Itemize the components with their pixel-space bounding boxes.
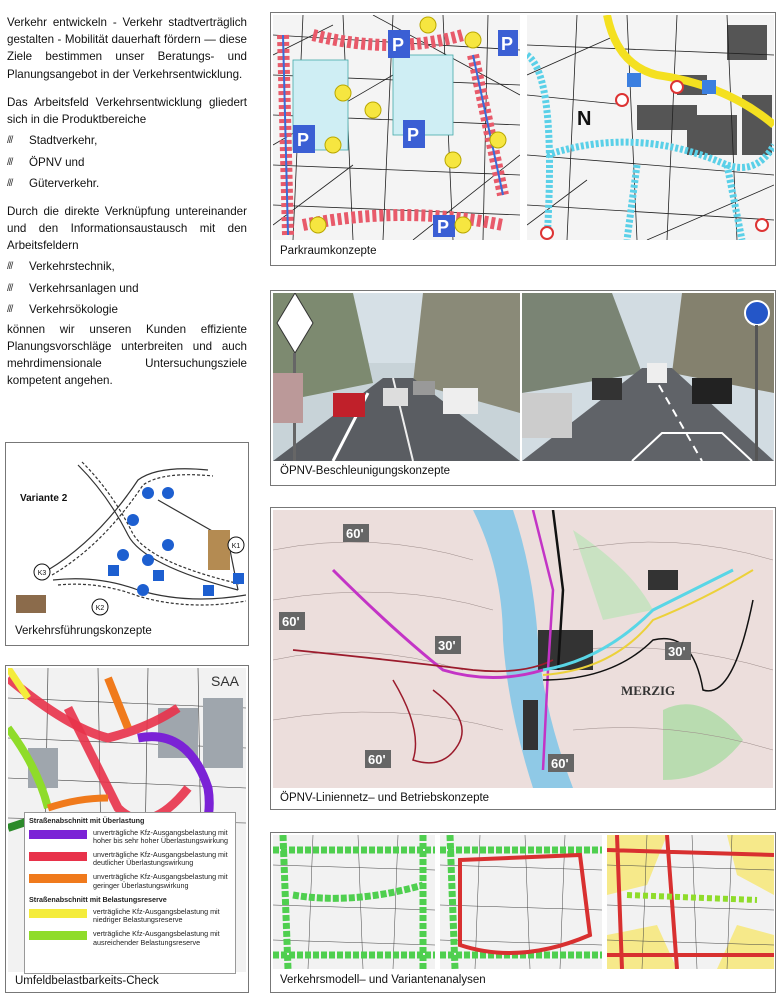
node-label: K3: [37, 570, 47, 577]
node-label: K1: [231, 543, 241, 550]
model-map-1: [273, 835, 435, 969]
list-item: /// Güterverkehr.: [7, 173, 247, 195]
legend-swatch: [29, 931, 87, 940]
caption-verkehrsfuehrung: Verkehrsführungskonzepte: [15, 625, 152, 637]
caption-liniennetz: ÖPNV-Liniennetz– und Betriebskonzepte: [280, 792, 490, 804]
diagram-variant-label: Variante 2: [20, 493, 68, 504]
bullet-icon: ///: [7, 178, 13, 190]
svg-text:P: P: [501, 34, 514, 54]
parking-map-left: [273, 15, 520, 240]
map-time-label: 30': [438, 638, 456, 653]
panel-verkehrsfuehrung: [5, 442, 249, 646]
svg-text:P: P: [392, 35, 405, 55]
bullet-icon: ///: [7, 282, 13, 294]
list-item: /// Verkehrsökologie: [7, 299, 247, 321]
caption-umfeld: Umfeldbelastbarkeits-Check: [15, 975, 159, 987]
map-time-label: 60': [368, 752, 386, 767]
map-time-label: 30': [668, 644, 686, 659]
list-item: /// Stadtverkehr,: [7, 130, 247, 152]
svg-text:P: P: [437, 217, 450, 237]
street-photo-right: [522, 293, 774, 461]
field-list: [7, 256, 247, 321]
panel-parkraum: [270, 12, 776, 266]
legend-swatch: [29, 852, 87, 861]
bullet-icon: ///: [7, 261, 13, 273]
legend-row: unverträgliche Kfz-Ausgangsbelastung mit hoher bis sehr hoher Überlastungswirkung: [29, 829, 231, 846]
legend-heading-reserve: Straßenabschnitt mit Belastungsreserve: [29, 895, 167, 905]
list-item: /// Verkehrstechnik,: [7, 256, 247, 278]
bullet-icon: ///: [7, 304, 13, 316]
caption-oepnv-beschleunigung: ÖPNV-Beschleunigungskonzepte: [280, 465, 451, 477]
intro-paragraph-3: Durch die direkte Verknüpfung untereinander und den Informationsaustausch mit den Arbeitsfeldern: [7, 204, 247, 253]
bullet-icon: ///: [7, 156, 13, 168]
svg-text:P: P: [407, 125, 420, 145]
svg-text:N: N: [577, 108, 592, 130]
map-time-label: 60': [346, 526, 364, 541]
legend-row: verträgliche Kfz-Ausgangsbelastung mit niedriger Belastungsreserve: [29, 908, 231, 925]
map-river-label: SAA: [211, 673, 240, 689]
product-list: [7, 130, 247, 195]
map-town-label: MERZIG: [621, 683, 676, 698]
panel-liniennetz: [270, 507, 776, 810]
list-item: /// ÖPNV und: [7, 152, 247, 174]
bullet-icon: ///: [7, 135, 13, 147]
legend-row: unverträgliche Kfz-Ausgangsbelastung mit deutlicher Überlastungswirkung: [29, 851, 231, 868]
node-label: K2: [95, 605, 105, 612]
street-photo-left: [273, 293, 520, 461]
legend-swatch: [29, 830, 87, 839]
model-map-2: [440, 835, 602, 969]
intro-paragraph-4: können wir unseren Kunden effiziente Planungsvorschläge unterbreiten und auch mehrdimensionale Untersuchungsziele kompetent angehen.: [7, 322, 247, 388]
list-item: /// Verkehrsanlagen und: [7, 278, 247, 300]
legend-row: verträgliche Kfz-Ausgangsbelastung mit ausreichender Belastungsreserve: [29, 930, 231, 947]
caption-parkraum: Parkraumkonzepte: [280, 245, 377, 257]
traffic-routing-diagram: [8, 445, 246, 617]
network-map: [273, 510, 773, 788]
map-legend: [24, 812, 236, 974]
legend-swatch: [29, 909, 87, 918]
caption-verkehrsmodell: Verkehrsmodell– und Variantenanalysen: [280, 974, 486, 986]
intro-paragraph-2: Das Arbeitsfeld Verkehrsentwicklung gliedert sich in die Produktbereiche: [7, 95, 247, 127]
map-time-label: 60': [282, 614, 300, 629]
legend-row: unverträgliche Kfz-Ausgangsbelastung mit geringer Überlastungswirkung: [29, 873, 231, 890]
panel-oepnv-beschleunigung: [270, 290, 776, 486]
intro-text: [7, 14, 247, 401]
legend-swatch: [29, 874, 87, 883]
parking-map-right: [527, 15, 774, 240]
model-map-3: [607, 835, 774, 969]
map-time-label: 60': [551, 756, 569, 771]
intro-paragraph-1: Verkehr entwickeln - Verkehr stadtverträglich gestalten - Mobilität dauerhaft fördern — diese Ziele bestimmen unser Beratungs- und Planungsangebot in der Verkehrsentwicklung.: [7, 16, 247, 81]
panel-verkehrsmodell: [270, 832, 776, 993]
svg-text:P: P: [297, 130, 310, 150]
legend-heading-overload: Straßenabschnitt mit Überlastung: [29, 816, 145, 825]
